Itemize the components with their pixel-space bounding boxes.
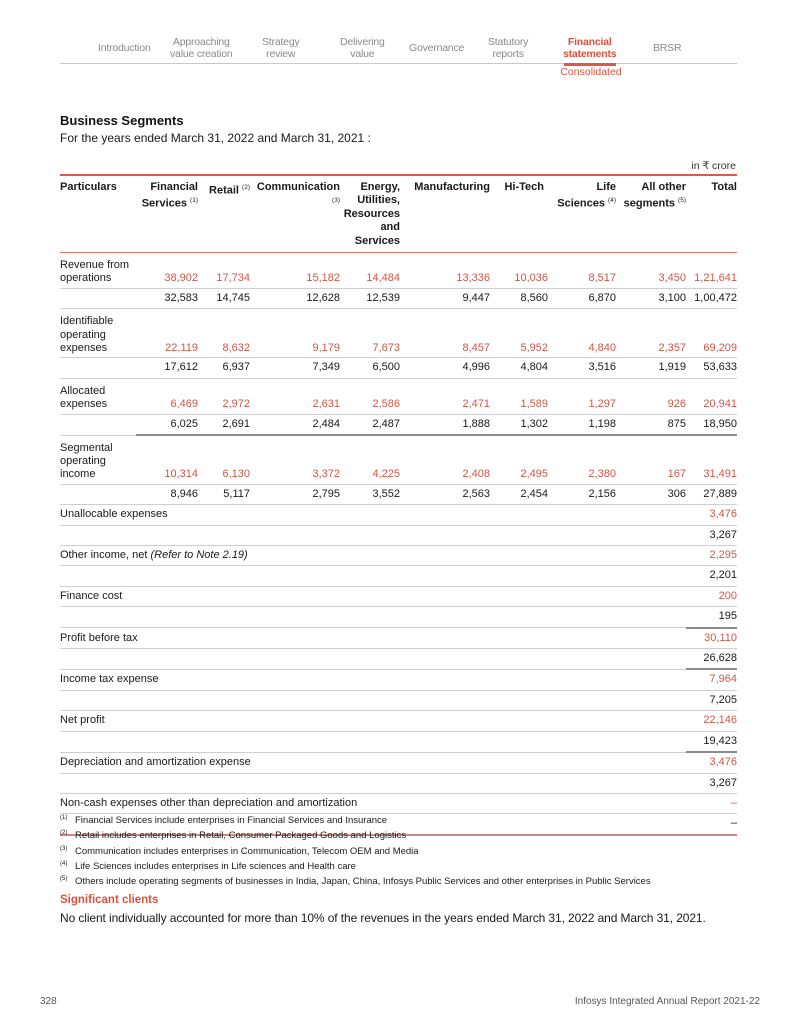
nav-item-introduction[interactable] — [98, 42, 150, 54]
cell-all-other-segments-fy2022: 3,450 — [658, 272, 686, 285]
nav-item-brsr[interactable] — [653, 42, 681, 54]
cell-life-sciences-fy2022: 8,517 — [588, 272, 616, 285]
footnote-item — [60, 828, 651, 843]
cell-total-fy2022: 3,476 — [709, 756, 737, 769]
cell-manufacturing-fy2021: 2,563 — [462, 487, 490, 500]
row-label: Identifiable operating expenses — [60, 315, 114, 355]
cell-retail-fy2022: 2,972 — [222, 398, 250, 411]
row-label: Non-cash expenses other than depreciation and amortization — [60, 796, 358, 809]
cell-total-fy2022: 200 — [718, 589, 737, 602]
cell-energy-utilities-fy2021: 12,539 — [366, 291, 400, 304]
table-row — [60, 546, 737, 566]
table-row — [60, 309, 737, 358]
cell-manufacturing-fy2022: 2,471 — [462, 398, 490, 411]
table-row — [60, 793, 737, 813]
cell-manufacturing-fy2022: 2,408 — [462, 468, 490, 481]
cell-manufacturing-fy2022: 13,336 — [456, 272, 490, 285]
cell-manufacturing-fy2021: 4,996 — [462, 361, 490, 374]
row-label: Unallocable expenses — [60, 508, 168, 521]
cell-total-fy2022: 30,110 — [704, 631, 737, 644]
cell-financial-services-fy2021: 17,612 — [164, 361, 198, 374]
cell-all-other-segments-fy2021: 1,919 — [658, 361, 686, 374]
cell-energy-utilities-fy2022: 2,586 — [372, 398, 400, 411]
cell-hi-tech-fy2021: 1,302 — [490, 414, 548, 435]
cell-total-fy2021: 26,628 — [686, 649, 737, 670]
sub-nav-consolidated[interactable]: Consolidated — [560, 66, 622, 78]
cell-financial-services-fy2022: 22,119 — [165, 342, 198, 355]
nav-item-delivering-value[interactable] — [340, 36, 385, 60]
cell-hi-tech-fy2022: 5,952 — [520, 342, 548, 355]
nav-label: value creation — [170, 48, 233, 60]
cell-life-sciences-fy2022: 2,380 — [588, 468, 616, 481]
cell-energy-utilities-fy2021: 3,552 — [372, 487, 400, 500]
empty-cell — [400, 586, 686, 606]
footnote-mark: (5) — [60, 876, 68, 883]
cell-financial-services-fy2021: 8,946 — [170, 487, 198, 500]
nav-label: review — [266, 48, 296, 60]
table-row — [60, 484, 737, 504]
table-row — [60, 711, 737, 731]
table-row — [60, 288, 737, 308]
cell-hi-tech-fy2021: 2,454 — [520, 487, 548, 500]
header-energy-utilities: Energy, Utilities, Resources and Services — [343, 181, 400, 247]
cell-total-fy2021: 3,267 — [709, 776, 737, 789]
nav-item-statutory-reports[interactable] — [488, 36, 528, 60]
table-row — [60, 378, 737, 414]
cell-total-fy2021: – — [730, 817, 737, 830]
section-subtitle: For the years ended March 31, 2022 and March 31, 2021 : — [60, 131, 371, 145]
footnote-item — [60, 813, 651, 828]
nav-label: Strategy — [262, 36, 300, 48]
nav-item-approaching-value-creation[interactable] — [170, 36, 233, 60]
row-label: Net profit — [60, 714, 105, 727]
table-row — [60, 566, 737, 586]
cell-communication-fy2022: 2,631 — [312, 398, 340, 411]
cell-life-sciences-fy2021: 1,198 — [548, 414, 616, 435]
cell-total-fy2022: 1,21,641 — [694, 272, 737, 285]
nav-label: reports — [492, 48, 524, 60]
cell-retail-fy2021: 2,691 — [198, 414, 250, 435]
cell-life-sciences-fy2021: 6,870 — [588, 291, 616, 304]
cell-life-sciences-fy2022: 1,297 — [588, 398, 616, 411]
row-label: Revenue from operations — [60, 259, 130, 285]
table-row — [60, 628, 737, 649]
footnote-mark: (2) — [60, 830, 68, 837]
cell-financial-services-fy2021: 32,583 — [164, 291, 198, 304]
cell-total-fy2022: – — [730, 796, 737, 809]
cell-retail-fy2022: 17,734 — [216, 272, 250, 285]
table-row — [60, 773, 737, 793]
row-label: Other income, net (Refer to Note 2.19) — [60, 549, 248, 562]
cell-retail-fy2021: 14,745 — [216, 291, 250, 304]
cell-all-other-segments-fy2022: 2,357 — [658, 342, 686, 355]
cell-manufacturing-fy2021: 9,447 — [462, 291, 490, 304]
nav-label: value — [350, 48, 375, 60]
cell-total-fy2021: 1,00,472 — [694, 291, 737, 304]
footnote-item — [60, 874, 651, 889]
empty-cell — [400, 628, 686, 649]
empty-cell — [400, 793, 686, 813]
cell-financial-services-fy2022: 38,902 — [164, 272, 198, 285]
header-financial-services: Financial Services $^{(1)}$ — [141, 181, 198, 211]
empty-cell — [400, 752, 686, 773]
table-row — [60, 414, 737, 435]
cell-life-sciences-fy2021: 3,516 — [588, 361, 616, 374]
cell-total-fy2021: 3,267 — [709, 528, 737, 541]
cell-total-fy2021: 2,201 — [709, 569, 737, 582]
footnote-mark: (1) — [60, 815, 68, 821]
cell-communication-fy2022: 9,179 — [312, 342, 340, 355]
empty-cell — [400, 505, 686, 525]
cell-all-other-segments-fy2021: 306 — [667, 487, 686, 500]
footnote-text: Retail includes enterprises in Retail, Consumer Packaged Goods and Logistics — [75, 830, 407, 842]
cell-all-other-segments-fy2022: 926 — [667, 398, 686, 411]
cell-total-fy2021: 27,889 — [703, 487, 737, 500]
table-header-row — [60, 175, 737, 253]
cell-total-fy2021: 53,633 — [703, 361, 737, 374]
footnote-text: Communication includes enterprises in Communication, Telecom OEM and Media — [75, 845, 419, 857]
footnote-text: Financial Services include enterprises in Financial Services and Insurance — [75, 815, 388, 826]
cell-retail-fy2022: 8,632 — [222, 342, 250, 355]
empty-cell — [400, 669, 686, 690]
row-label: Allocated expenses — [60, 384, 108, 411]
empty-cell — [60, 566, 686, 586]
empty-cell — [60, 607, 686, 628]
row-label-empty — [60, 358, 136, 378]
table-row — [60, 649, 737, 670]
cell-communication-fy2021: 2,484 — [250, 414, 340, 435]
cell-total-fy2022: 69,209 — [703, 342, 737, 355]
nav-label: Statutory — [488, 36, 529, 48]
row-label: Income tax expense — [60, 673, 159, 686]
cell-all-other-segments-fy2021: 3,100 — [658, 291, 686, 304]
nav-label: Delivering — [340, 36, 385, 48]
row-label: Profit before tax — [60, 631, 138, 644]
table-row — [60, 525, 737, 545]
table-row — [60, 752, 737, 773]
footnotes — [60, 813, 651, 889]
header-life-sciences: Life Sciences $^{(4)}$ — [557, 181, 616, 211]
section-title: Business Segments — [60, 113, 184, 128]
cell-hi-tech-fy2021: 8,560 — [520, 291, 548, 304]
footnote-mark: (3) — [60, 845, 68, 852]
cell-life-sciences-fy2022: 4,840 — [588, 342, 616, 355]
header-retail: Retail $^{(2)}$ — [209, 184, 250, 197]
cell-all-other-segments-fy2021: 875 — [616, 414, 686, 435]
cell-financial-services-fy2022: 6,469 — [170, 398, 198, 411]
empty-cell — [60, 525, 686, 545]
cell-retail-fy2022: 6,130 — [222, 468, 250, 481]
nav-item-financial-statements[interactable] — [563, 36, 616, 66]
header-total: Total — [711, 181, 737, 193]
empty-cell — [400, 546, 686, 566]
empty-cell — [60, 773, 686, 793]
empty-cell — [60, 649, 686, 670]
nav-label: statements — [563, 48, 617, 60]
nav-item-governance[interactable] — [409, 42, 464, 54]
table-row — [60, 253, 737, 289]
table-row — [60, 505, 737, 525]
cell-financial-services-fy2021: 6,025 — [136, 414, 198, 435]
nav-label: Approaching — [172, 36, 230, 48]
cell-communication-fy2021: 12,628 — [306, 291, 340, 304]
empty-cell — [400, 711, 686, 731]
cell-energy-utilities-fy2021: 2,487 — [340, 414, 400, 435]
header-communication: Communication $^{(3)}$ — [256, 181, 340, 205]
footnote-item — [60, 844, 651, 859]
nav-label: Governance — [409, 42, 465, 54]
cell-manufacturing-fy2021: 1,888 — [400, 414, 490, 435]
row-label-empty — [60, 414, 136, 435]
cell-energy-utilities-fy2022: 4,225 — [372, 468, 400, 481]
cell-total-fy2022: 22,146 — [703, 714, 737, 727]
empty-cell — [60, 690, 686, 710]
cell-total-fy2021: 18,950 — [686, 414, 737, 435]
row-label-empty — [60, 288, 136, 308]
cell-hi-tech-fy2022: 2,495 — [520, 468, 548, 481]
cell-communication-fy2022: 15,182 — [306, 272, 340, 285]
cell-retail-fy2021: 6,937 — [222, 361, 250, 374]
cell-total-fy2022: 7,964 — [709, 673, 737, 686]
page-number: 328 — [40, 996, 57, 1007]
cell-total-fy2021: 195 — [686, 607, 737, 628]
cell-financial-services-fy2022: 10,314 — [164, 468, 198, 481]
table-row — [60, 669, 737, 690]
table-row — [60, 690, 737, 710]
cell-total-fy2022: 20,941 — [703, 398, 737, 411]
table-row — [60, 586, 737, 606]
cell-total-fy2022: 3,476 — [709, 508, 737, 521]
nav-label: Financial — [567, 36, 612, 48]
report-title: Infosys Integrated Annual Report 2021-22 — [574, 996, 760, 1007]
table-row — [60, 435, 737, 484]
cell-life-sciences-fy2021: 2,156 — [588, 487, 616, 500]
footnote-item — [60, 859, 651, 874]
section-nav — [60, 34, 737, 64]
cell-manufacturing-fy2022: 8,457 — [462, 342, 490, 355]
cell-energy-utilities-fy2022: 7,673 — [372, 342, 400, 355]
footnote-text: Life Sciences includes enterprises in Life sciences and Health care — [75, 860, 356, 872]
table-row — [60, 731, 737, 752]
significant-clients-text: No client individually accounted for more than 10% of the revenues in the years ended March 31, 2022 and March 31, 2021. — [60, 911, 706, 925]
header-particulars: Particulars — [60, 181, 117, 193]
row-label: Finance cost — [60, 589, 123, 602]
cell-communication-fy2022: 3,372 — [312, 468, 340, 481]
cell-total-fy2021: 7,205 — [709, 693, 737, 706]
cell-energy-utilities-fy2022: 14,484 — [366, 272, 400, 285]
row-label-empty — [60, 484, 136, 504]
header-manufacturing: Manufacturing — [414, 181, 490, 193]
nav-item-strategy-review[interactable] — [262, 36, 300, 60]
cell-total-fy2021: 19,423 — [686, 731, 737, 752]
header-hi-tech: Hi-Tech — [504, 181, 544, 193]
cell-retail-fy2021: 5,117 — [223, 487, 250, 500]
business-segments-table — [60, 174, 737, 836]
row-label: Segmental operating income — [60, 441, 113, 481]
footnote-mark: (4) — [60, 860, 68, 867]
cell-total-fy2022: 2,295 — [709, 549, 737, 562]
header-all-other-segments: All other segments $^{(5)}$ — [623, 181, 686, 211]
table-row — [60, 607, 737, 628]
cell-hi-tech-fy2022: 1,589 — [520, 398, 548, 411]
table-row — [60, 358, 737, 378]
nav-label: BRSR — [653, 42, 682, 54]
footnote-text: Others include operating segments of businesses in India, Japan, China, Infosys Public Services and other enterprises in Public Services — [75, 876, 651, 888]
cell-energy-utilities-fy2021: 6,500 — [372, 361, 400, 374]
cell-communication-fy2021: 2,795 — [312, 487, 340, 500]
cell-all-other-segments-fy2022: 167 — [667, 468, 686, 481]
cell-total-fy2022: 31,491 — [703, 468, 737, 481]
significant-clients-title: Significant clients — [60, 894, 159, 906]
row-label: Depreciation and amortization expense — [60, 756, 251, 769]
cell-communication-fy2021: 7,349 — [312, 361, 340, 374]
cell-hi-tech-fy2021: 4,804 — [520, 361, 548, 374]
nav-label: Introduction — [98, 42, 151, 54]
empty-cell — [60, 731, 686, 752]
cell-hi-tech-fy2022: 10,036 — [514, 272, 548, 285]
unit-label: in ₹ crore — [691, 160, 736, 172]
note-reference: (Refer to Note 2.19) — [150, 549, 248, 562]
